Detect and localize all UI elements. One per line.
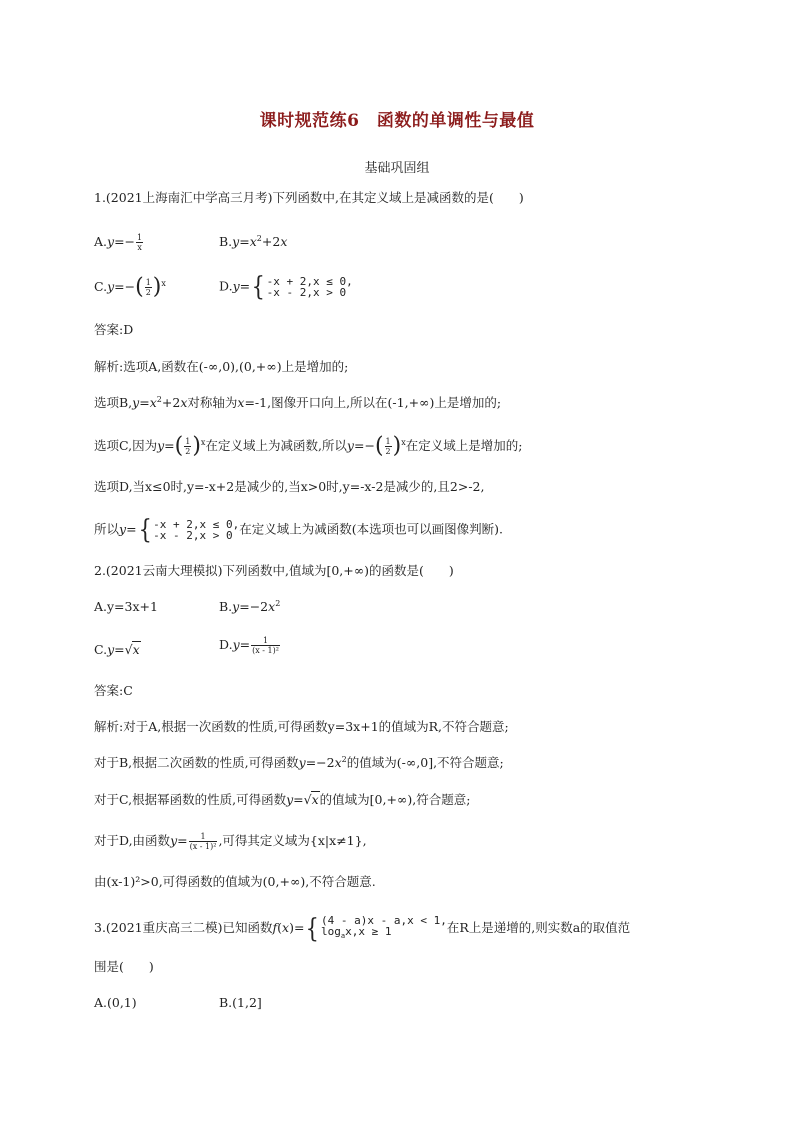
q1-option-a: A.y=− $\frac{1}{x}$ bbox=[94, 233, 143, 252]
q1-explanation-4: 选项D,当x≤0时,y=-x+2是减少的,当x>0时,y=-x-2是减少的,且2>-2, bbox=[94, 479, 485, 494]
q2-explanation-4: 对于D,由函数y= $\frac{1}{\text{(x - 1)²}}$ ,可得其定义域为{x|x≠1}, bbox=[94, 832, 367, 851]
q1-explanation-3: 选项C,因为y=( $\frac{1}{2}$ )$^x$在定义域上为减函数,所以y=−( $\frac{1}{2}$ )$^x$在定义域上是增加的; bbox=[94, 433, 523, 459]
q2-answer: 答案:C bbox=[94, 683, 133, 698]
q2-option-c: C.y=√x bbox=[94, 642, 140, 657]
q3-option-b: B.(1,2] bbox=[219, 995, 262, 1010]
q3-option-a: A.(0,1) bbox=[94, 995, 137, 1010]
q2-explanation-2: 对于B,根据二次函数的性质,可得函数$y=-2x^2$的值域为(-∞,0],不符合题意; bbox=[94, 754, 504, 770]
q1-explanation-2: 选项$B,y=x^2+2x$对称轴为x=-1,图像开口向上,所以在(-1,+∞)上是增加的; bbox=[94, 394, 502, 410]
q1-answer: 答案:D bbox=[94, 322, 134, 337]
q2-explanation-3: 对于C,根据幂函数的性质,可得函数y=√x的值域为[0,+∞),符合题意; bbox=[94, 792, 471, 807]
section-heading: 基础巩固组 bbox=[364, 161, 430, 176]
q1-explanation-1: 解析:选项A,函数在(-∞,0),(0,+∞)上是增加的; bbox=[94, 359, 349, 374]
q2-option-a: A.y=3x+1 bbox=[94, 599, 158, 614]
q3-stem-continued: 围是( ) bbox=[94, 959, 154, 974]
q1-stem: 1.(2021上海南汇中学高三月考)下列函数中,在其定义域上是减函数的是( ) bbox=[94, 190, 524, 205]
q1-option-b: $B.y=x^2+2x$ bbox=[219, 233, 288, 249]
q2-option-b: $B.y=-2x^2$ bbox=[219, 598, 281, 614]
q2-explanation-1: 解析:对于A,根据一次函数的性质,可得函数y=3x+1的值域为R,不符合题意; bbox=[94, 719, 509, 734]
q1-option-c: C.y=−( $\frac{1}{2}$ )$^x$ bbox=[94, 274, 166, 300]
q2-explanation-5: 由(x-1)²>0,可得函数的值域为(0,+∞),不符合题意. bbox=[94, 874, 376, 889]
q2-stem: 2.(2021云南大理模拟)下列函数中,值域为[0,+∞)的函数是( ) bbox=[94, 563, 454, 578]
q2-option-d: D.y= $\frac{1}{\text{(x - 1)²}}$ bbox=[219, 636, 279, 655]
q1-explanation-5: 所以y={ -x + 2,x ≤ 0, -x - 2,x > 0 在定义域上为减函数(本选项也可以画图像判断). bbox=[94, 515, 503, 545]
q1-option-d: D.y={ -x + 2,x ≤ 0, -x - 2,x > 0 bbox=[219, 272, 353, 302]
q3-stem: 3.(2021重庆高三二模)已知函数f(x)={ (4 - a)x - a,x < 1, $\log_ax,x \ge 1$ 在R上是递增的,则实数a的取值范 bbox=[94, 913, 631, 944]
page-title: 课时规范练6 函数的单调性与最值 bbox=[259, 111, 535, 131]
